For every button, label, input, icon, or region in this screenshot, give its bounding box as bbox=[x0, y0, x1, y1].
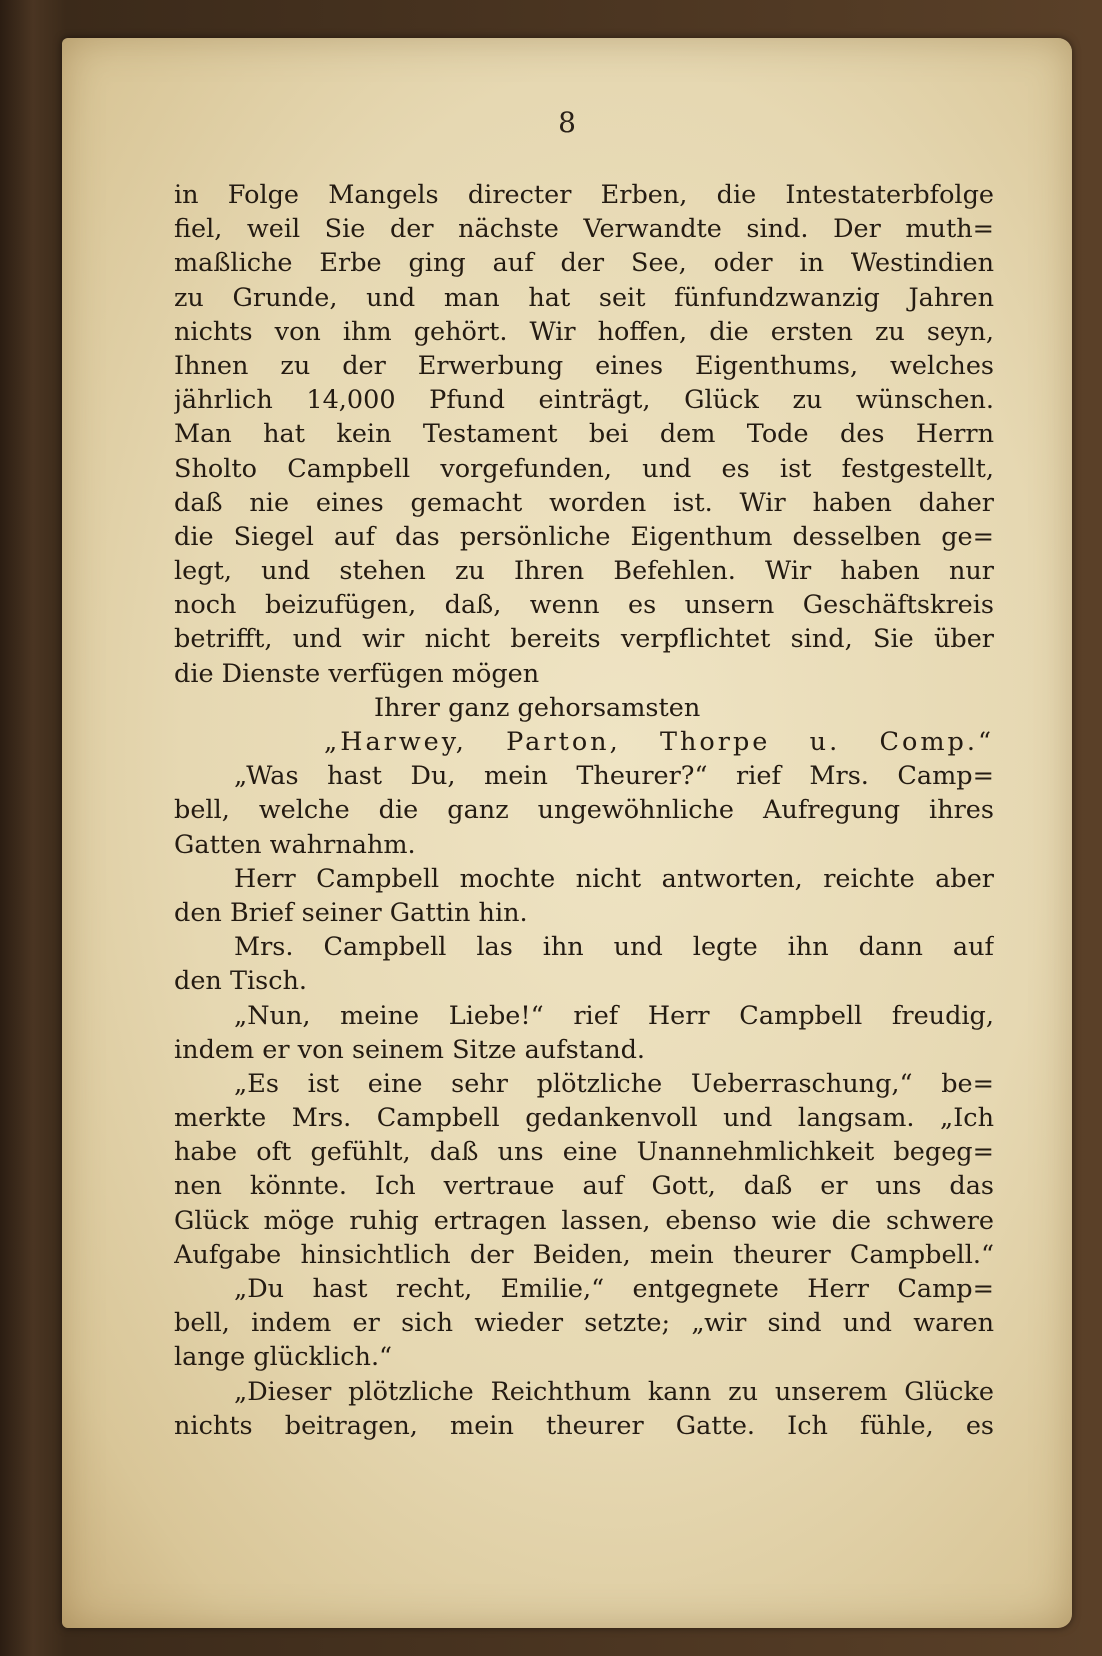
text-line: indem er von seinem Sitze aufstand. bbox=[174, 1034, 646, 1065]
text-line: daß nie eines gemacht worden ist. Wir haben daher bbox=[174, 487, 994, 518]
text-line: fiel, weil Sie der nächste Verwandte sind. Der muth= bbox=[174, 214, 994, 245]
page-text bbox=[174, 178, 994, 1443]
text-line: „Harwey, Parton, Thorpe u. Comp.“ bbox=[324, 727, 994, 757]
text-line: Ihrer ganz gehorsamsten bbox=[374, 692, 701, 723]
text-line: Herr Campbell mochte nicht antworten, reichte aber bbox=[234, 863, 994, 894]
text-line: den Tisch. bbox=[174, 966, 308, 997]
text-line: „Nun, meine Liebe!“ rief Herr Campbell freudig, bbox=[234, 1000, 994, 1031]
text-line: merkte Mrs. Campbell gedankenvoll und langsam. „Ich bbox=[174, 1103, 994, 1134]
text-line: betrifft, und wir nicht bereits verpflichtet sind, Sie über bbox=[174, 624, 994, 655]
text-line: „Du hast recht, Emilie,“ entgegnete Herr Camp= bbox=[234, 1274, 994, 1304]
text-line: die Siegel auf das persönliche Eigenthum desselben ge= bbox=[174, 521, 994, 552]
book-page bbox=[62, 38, 1072, 1628]
text-line: bell, indem er sich wieder setzte; „wir sind und waren bbox=[174, 1308, 994, 1339]
text-line: zu Grunde, und man hat seit fünfundzwanzig Jahren bbox=[174, 282, 994, 313]
text-line: jährlich 14,000 Pfund einträgt, Glück zu wünschen. bbox=[174, 385, 994, 416]
text-line: Gatten wahrnahm. bbox=[174, 829, 416, 860]
text-line: noch beizufügen, daß, wenn es unsern Geschäftskreis bbox=[174, 590, 994, 621]
text-line: nichts von ihm gehört. Wir hoffen, die ersten zu seyn, bbox=[174, 316, 994, 347]
text-line: Ihnen zu der Erwerbung eines Eigenthums, welches bbox=[174, 350, 994, 381]
text-line: „Was hast Du, mein Theurer?“ rief Mrs. Camp= bbox=[234, 761, 994, 792]
text-line: nichts beitragen, mein theurer Gatte. Ich fühle, es bbox=[174, 1410, 994, 1441]
text-line: legt, und stehen zu Ihren Befehlen. Wir haben nur bbox=[174, 556, 994, 587]
text-line: Sholto Campbell vorgefunden, und es ist festgestellt, bbox=[174, 453, 994, 484]
text-line: „Es ist eine sehr plötzliche Ueberraschung,“ be= bbox=[234, 1068, 994, 1099]
page-number: 8 bbox=[558, 106, 576, 139]
text-line: den Brief seiner Gattin hin. bbox=[174, 897, 528, 928]
text-line: Man hat kein Testament bei dem Tode des Herrn bbox=[174, 419, 994, 450]
text-line: nen könnte. Ich vertraue auf Gott, daß er uns das bbox=[174, 1171, 994, 1202]
text-line: „Dieser plötzliche Reichthum kann zu unserem Glücke bbox=[234, 1376, 994, 1407]
text-line: habe oft gefühlt, daß uns eine Unannehmlichkeit begeg= bbox=[174, 1137, 994, 1168]
text-line: Aufgabe hinsichtlich der Beiden, mein theurer Campbell.“ bbox=[174, 1239, 994, 1270]
text-line: die Dienste verfügen mögen bbox=[174, 658, 540, 689]
text-line: bell, welche die ganz ungewöhnliche Aufregung ihres bbox=[174, 795, 994, 826]
text-line: in Folge Mangels directer Erben, die Intestaterbfolge bbox=[174, 180, 994, 210]
text-line: Mrs. Campbell las ihn und legte ihn dann auf bbox=[234, 932, 994, 963]
text-line: maßliche Erbe ging auf der See, oder in Westindien bbox=[174, 248, 994, 279]
text-line: lange glücklich.“ bbox=[174, 1342, 393, 1373]
text-line: Glück möge ruhig ertragen lassen, ebenso wie die schwere bbox=[174, 1205, 994, 1236]
